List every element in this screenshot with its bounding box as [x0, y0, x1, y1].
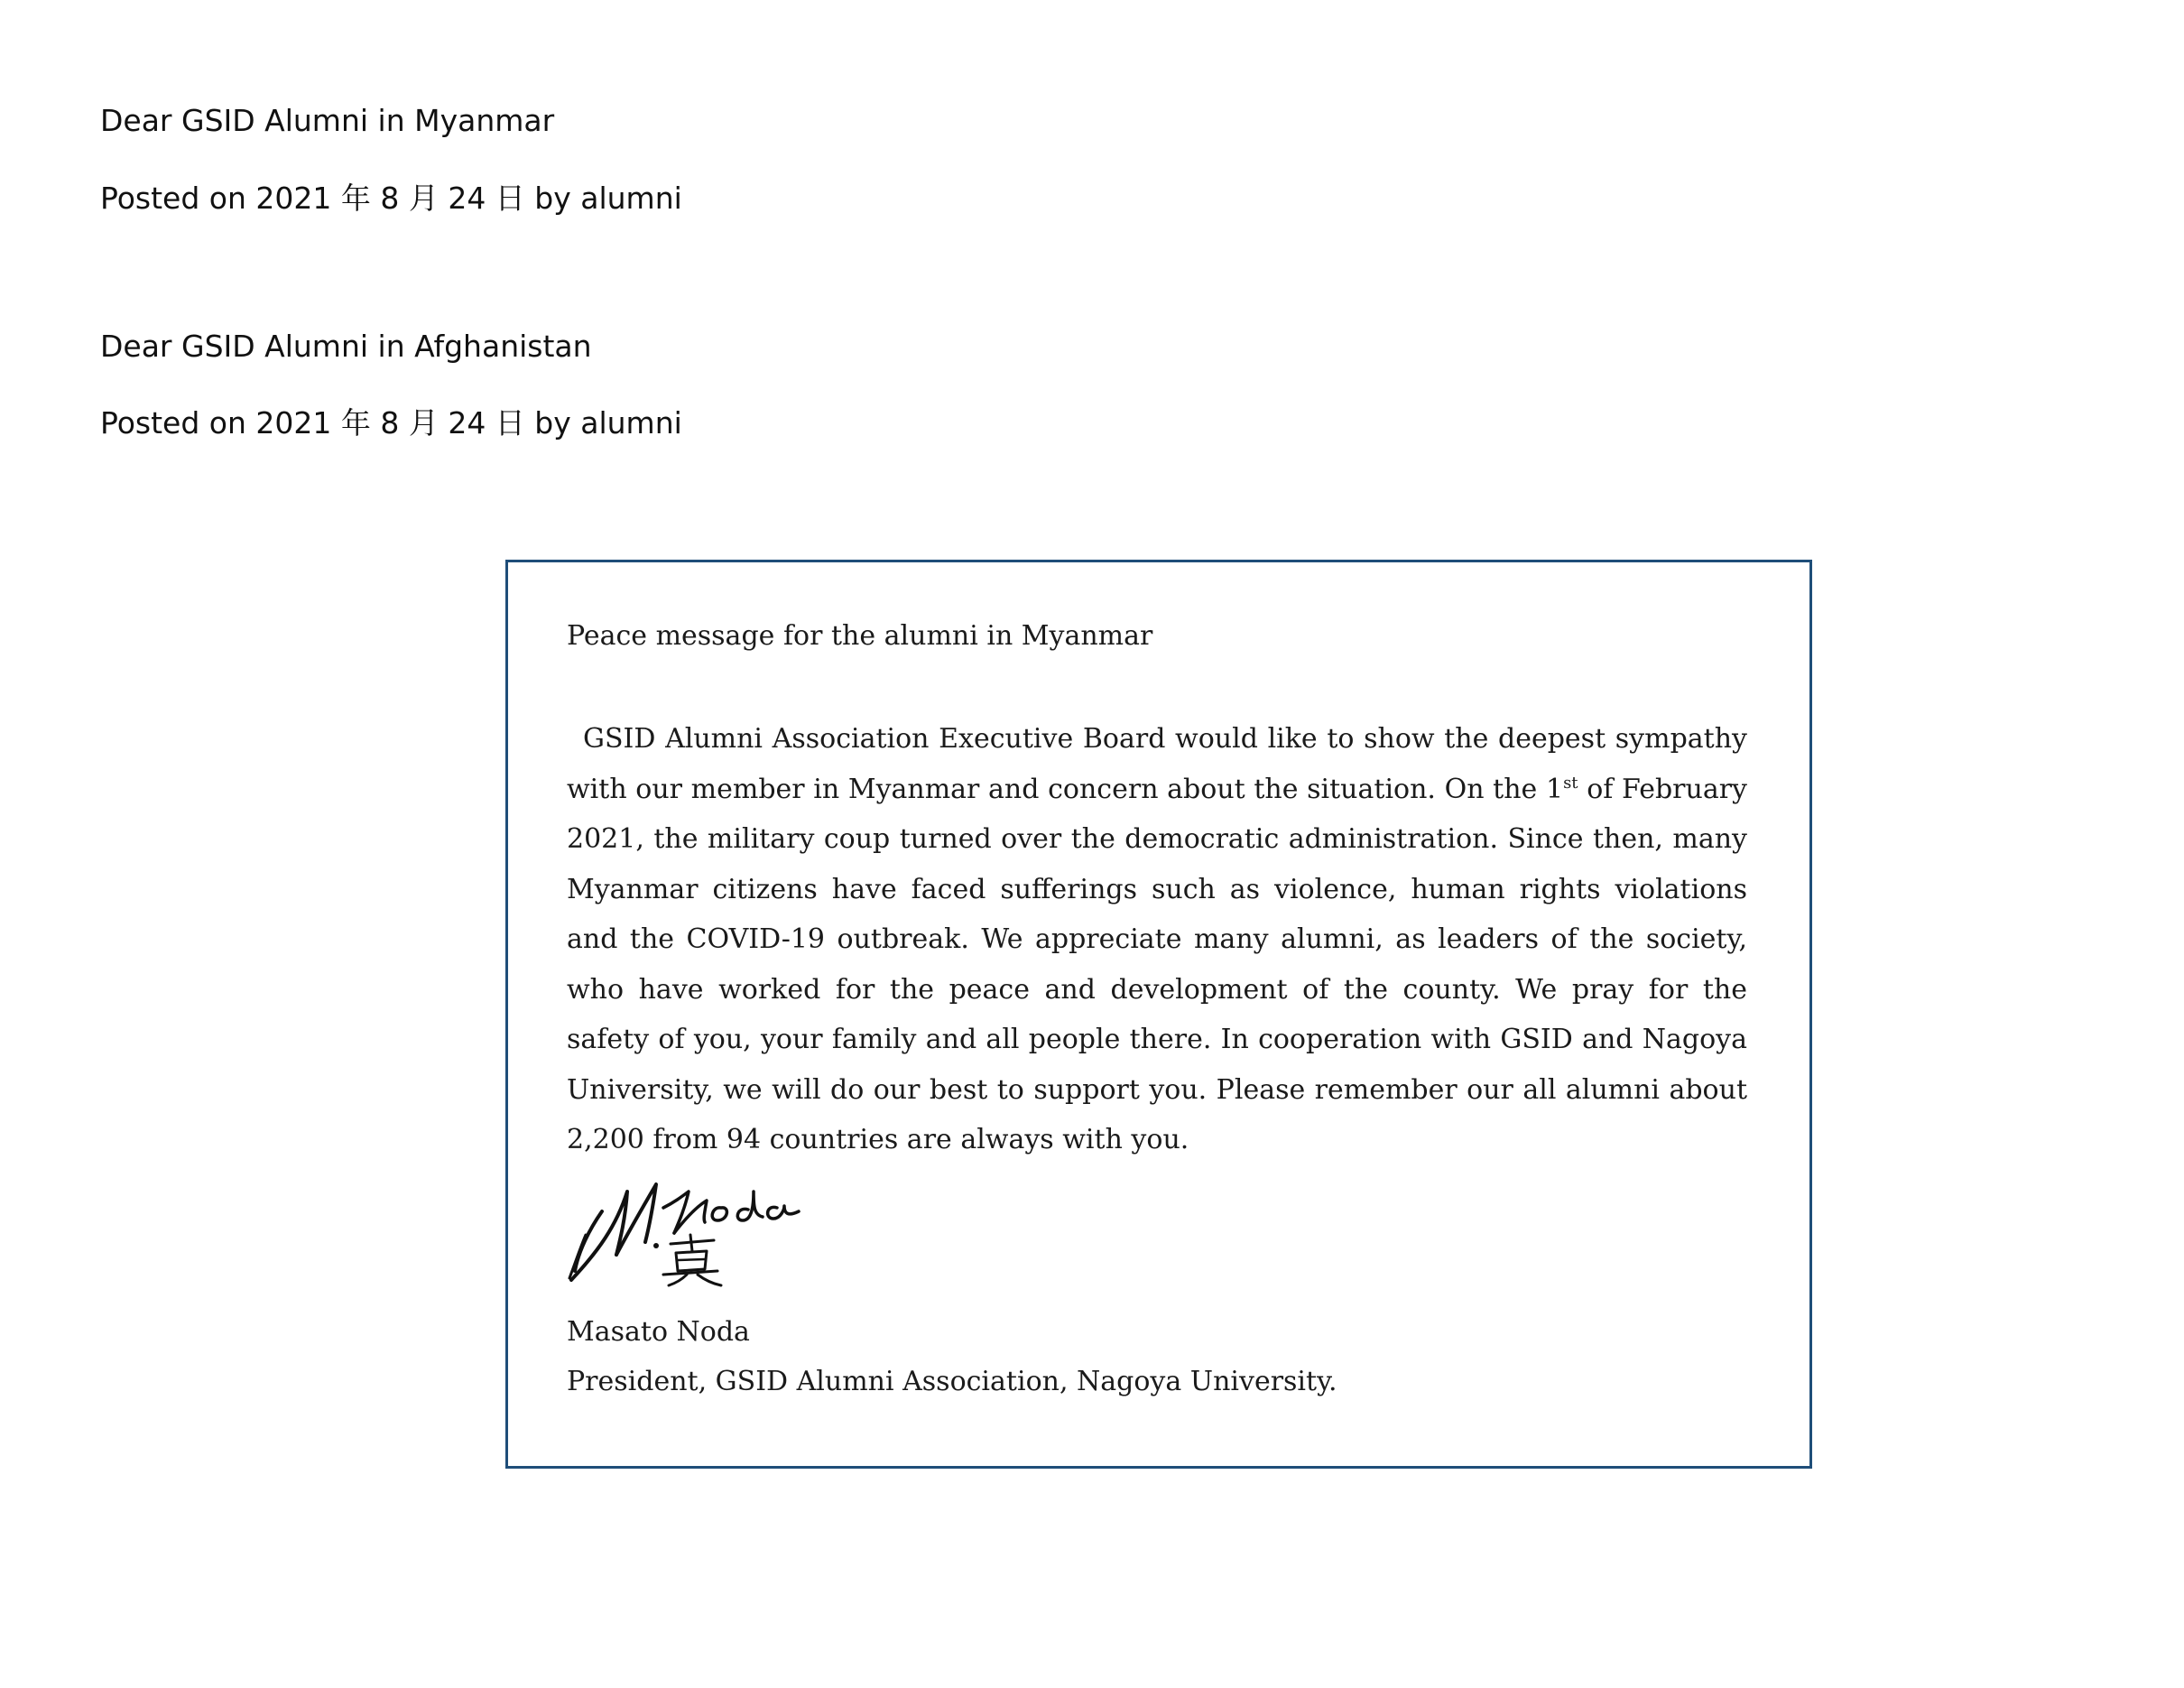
post-title-afghanistan[interactable]: Dear GSID Alumni in Afghanistan [100, 329, 592, 364]
signer-name: Masato Noda [567, 1316, 750, 1348]
peace-message-letter [505, 560, 1812, 1469]
letter-body-part2: of February 2021, the military coup turned over the democratic administration. Since then, many Myanmar citizens have faced sufferings such as violence, human rights violations and the COVID-19 outbreak. We appreciate many alumni, as leaders of the society, who have worked for the peace and development of the county. We pray for the safety of you, your family and all people there. In cooperation with GSID and Nagoya University, we will do our best to support you. Please remember our all alumni about 2,200 from 94 countries are always with you. [567, 773, 1747, 1155]
post-meta-myanmar: Posted on 2021 年 8 月 24 日 by alumni [100, 181, 682, 216]
signer-title: President, GSID Alumni Association, Nagoya University. [567, 1366, 1337, 1397]
post-title-myanmar[interactable]: Dear GSID Alumni in Myanmar [100, 103, 555, 138]
ordinal-suffix: st [1563, 773, 1578, 793]
signature-image [562, 1164, 824, 1291]
letter-body-part1: GSID Alumni Association Executive Board would like to show the deepest sympathy with our member in Myanmar and concern about the situation. On the 1 [567, 723, 1747, 805]
letter-body [567, 714, 1747, 1165]
letter-content [567, 617, 1747, 1165]
post-meta-afghanistan: Posted on 2021 年 8 月 24 日 by alumni [100, 405, 682, 441]
letter-heading: Peace message for the alumni in Myanmar [567, 620, 1153, 652]
